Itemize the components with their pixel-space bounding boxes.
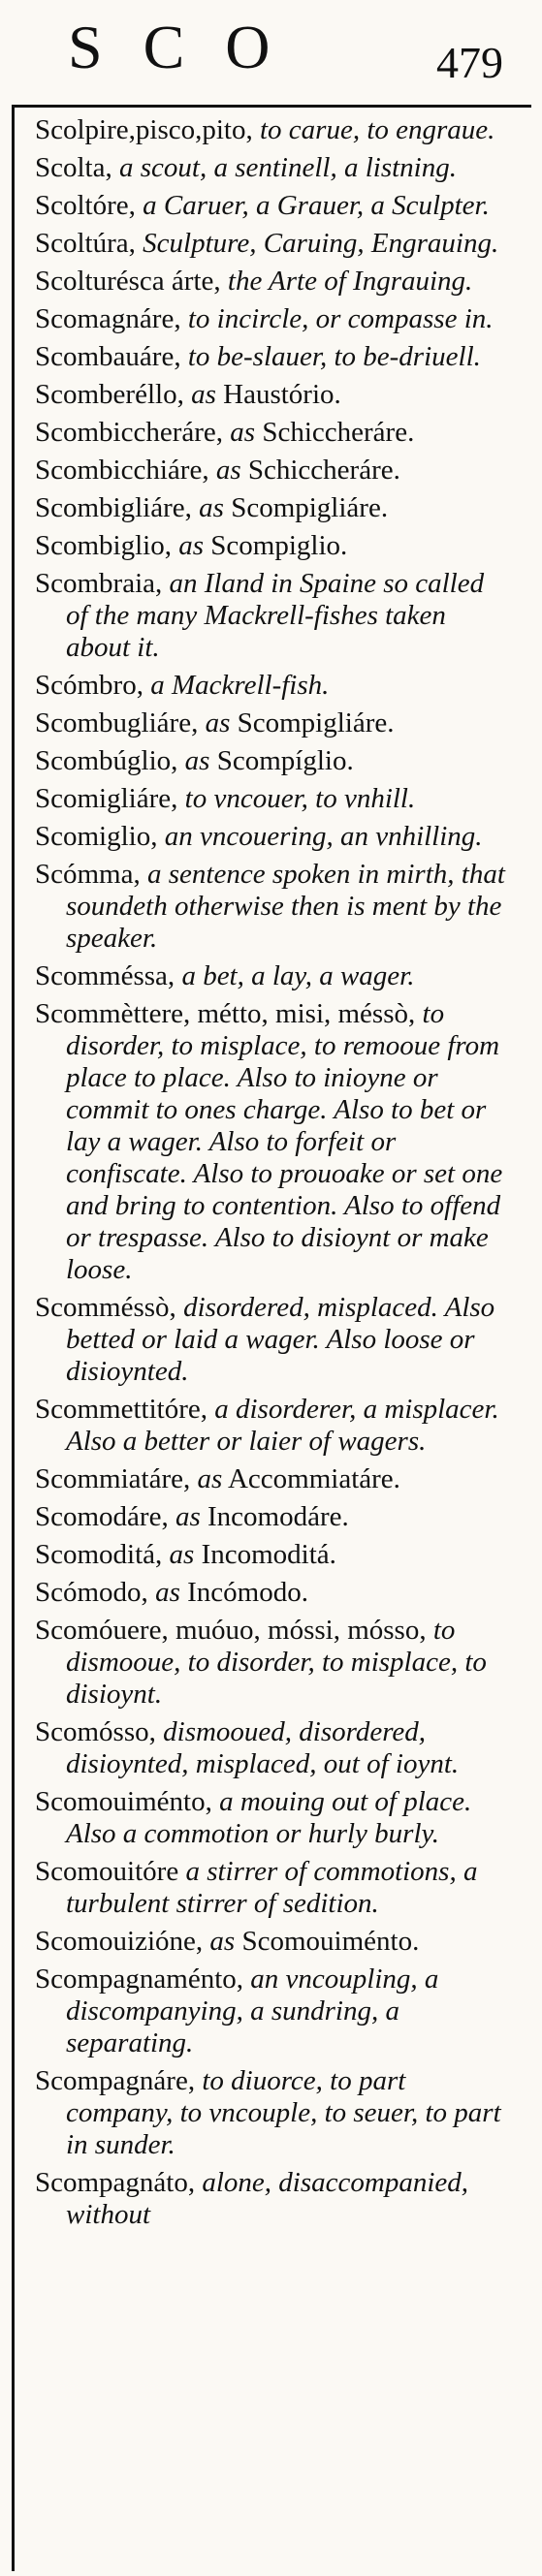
cross-reference-marker: as (191, 379, 216, 410)
cross-reference-marker: as (175, 1501, 201, 1532)
definition: to dismooue, to disorder, to misplace, to disioynt. (66, 1615, 487, 1710)
headword: Scombraia, (35, 568, 163, 599)
headword: Scomméssò, (35, 1292, 176, 1323)
headword: Scómma, (35, 859, 141, 890)
dictionary-entry (35, 1539, 510, 1571)
running-head: SCO (68, 13, 311, 81)
page-header (0, 0, 542, 116)
dictionary-entry (35, 1615, 510, 1711)
headword: Scomouitóre (35, 1856, 179, 1887)
dictionary-entry (35, 745, 510, 777)
definition: to disorder, to misplace, to remooue from place to place. Also to inioyne or commit to ones charge. Also to bet or lay a wager. Also to forfeit or confiscate. Also to prouoake or set one and bring to contention. Also to offend or trespasse. Also to disioynt or make loose. (66, 998, 503, 1285)
headword: Scomberéllo, (35, 379, 184, 410)
cross-reference-marker: as (169, 1539, 195, 1570)
definition: a stirrer of commotions, a turbulent stirrer of sedition. (66, 1856, 478, 1919)
headword: Scombiglio, (35, 530, 172, 561)
dictionary-entry (35, 670, 510, 702)
definition: an vncoupling, a discompanying, a sundring, a separating. (66, 1963, 439, 2058)
definition: a Caruer, a Grauer, a Sculpter. (143, 190, 490, 221)
headword: Scomodáre, (35, 1501, 169, 1532)
cross-reference-marker: as (184, 745, 210, 776)
headword: Scolta, (35, 152, 112, 183)
dictionary-entry (35, 821, 510, 853)
definition: disordered, misplaced. Also betted or laid a wager. Also loose or disioynted. (66, 1292, 495, 1387)
dictionary-entry (35, 1963, 510, 2059)
dictionary-entry (35, 379, 510, 411)
cross-reference-marker: as (155, 1577, 180, 1608)
definition: a bet, a lay, a wager. (181, 960, 415, 991)
headword: Scómodo, (35, 1577, 148, 1608)
dictionary-entry (35, 1856, 510, 1920)
dictionary-entry (35, 1577, 510, 1609)
dictionary-entry (35, 114, 510, 146)
headword: Scomméssa, (35, 960, 175, 991)
headword: Scombigliáre, (35, 492, 192, 523)
cross-reference-target: Scompigliáre. (231, 492, 389, 523)
dictionary-entry (35, 1501, 510, 1533)
headword: Scoltúra, (35, 228, 136, 259)
definition: to diuorce, to part company, to vncouple, to seuer, to part in sunder. (66, 2065, 501, 2160)
definition: to carue, to engraue. (259, 114, 495, 145)
dictionary-entry (35, 2167, 510, 2231)
headword: Scommettitóre, (35, 1394, 207, 1425)
cross-reference-target: Scompíglio. (216, 745, 354, 776)
headword: Scombiccheráre, (35, 417, 224, 448)
definition: alone, disaccompanied, without (66, 2167, 468, 2230)
dictionary-entry (35, 530, 510, 562)
headword: Scoltóre, (35, 190, 136, 221)
cross-reference-target: Incomodáre. (207, 1501, 349, 1532)
dictionary-entry (35, 341, 510, 373)
cross-reference-marker: as (199, 492, 224, 523)
headword: Scolturésca árte, (35, 266, 221, 297)
dictionary-entry (35, 455, 510, 487)
cross-reference-marker: as (230, 417, 256, 448)
headword: Scombugliáre, (35, 707, 199, 738)
cross-reference-target: Schiccheráre. (247, 455, 400, 486)
definition: an vncouering, an vnhilling. (164, 821, 483, 852)
cross-reference-target: Haustório. (223, 379, 341, 410)
headword: Scómbro, (35, 670, 143, 701)
entry-column (35, 114, 510, 2237)
dictionary-entry (35, 190, 510, 222)
definition: a Mackrell-fish. (150, 670, 330, 701)
dictionary-entry (35, 303, 510, 335)
definition: Sculpture, Caruing, Engrauing. (143, 228, 499, 259)
dictionary-entry (35, 1292, 510, 1388)
cross-reference-marker: as (209, 1926, 236, 1957)
cross-reference-target: Accommiatáre. (227, 1463, 400, 1494)
headword: Scompagnáto, (35, 2167, 196, 2198)
dictionary-entry (35, 960, 510, 992)
definition: a scout, a sentinell, a listning. (119, 152, 457, 183)
cross-reference-marker: as (205, 707, 231, 738)
dictionary-entry (35, 492, 510, 524)
cross-reference-marker: as (215, 455, 241, 486)
cross-reference-target: Scompiglio. (210, 530, 348, 561)
headword: Scomósso, (35, 1716, 156, 1747)
cross-reference-target: Scompigliáre. (237, 707, 395, 738)
headword: Scombauáre, (35, 341, 181, 372)
dictionary-entry (35, 228, 510, 260)
definition: a disorderer, a misplacer. Also a better or laier of wagers. (66, 1394, 499, 1457)
headword: Scommèttere, métto, misi, méssò, (35, 998, 416, 1029)
dictionary-entry (35, 152, 510, 184)
dictionary-entry (35, 783, 510, 815)
headword: Scomóuere, muóuo, móssi, mósso, (35, 1615, 427, 1646)
headword: Scombúglio, (35, 745, 178, 776)
dictionary-entry (35, 1926, 510, 1958)
headword: Scomigliáre, (35, 783, 178, 814)
dictionary-entry (35, 1786, 510, 1850)
headword: Scombicchiáre, (35, 455, 209, 486)
dictionary-entry (35, 1394, 510, 1458)
headword: Scomagnáre, (35, 303, 181, 334)
cross-reference-marker: as (178, 530, 205, 561)
definition: to vncouer, to vnhill. (184, 783, 416, 814)
definition: the Arte of Ingrauing. (227, 266, 473, 297)
dictionary-entry (35, 998, 510, 1286)
cross-reference-target: Schiccheráre. (262, 417, 415, 448)
dictionary-entry (35, 1463, 510, 1495)
headword: Scomouizióne, (35, 1926, 204, 1957)
definition: dismooued, disordered, disioynted, misplaced, out of ioynt. (66, 1716, 460, 1779)
left-column-rule (12, 105, 15, 2571)
headword: Scolpire,pisco,pito, (35, 114, 253, 145)
dictionary-entry (35, 859, 510, 955)
headword: Scomoditá, (35, 1539, 163, 1570)
cross-reference-target: Incómodo. (187, 1577, 308, 1608)
dictionary-entry (35, 266, 510, 298)
top-rule (12, 105, 531, 108)
headword: Scomiglio, (35, 821, 158, 852)
definition: to incircle, or compasse in. (187, 303, 494, 334)
definition: a sentence spoken in mirth, that soundeth otherwise then is ment by the speaker. (66, 859, 505, 954)
definition: to be-slauer, to be-driuell. (187, 341, 481, 372)
dictionary-entry (35, 417, 510, 449)
headword: Scompagnáre, (35, 2065, 196, 2096)
dictionary-entry (35, 2065, 510, 2161)
headword: Scomouiménto, (35, 1786, 212, 1817)
cross-reference-marker: as (197, 1463, 223, 1494)
cross-reference-target: Scomouiménto. (241, 1926, 420, 1957)
dictionary-entry (35, 568, 510, 664)
dictionary-entry (35, 1716, 510, 1780)
page-number: 479 (436, 38, 503, 87)
cross-reference-target: Incomoditá. (201, 1539, 336, 1570)
dictionary-entry (35, 707, 510, 739)
definition: an Iland in Spaine so called of the many Mackrell-fishes taken about it. (66, 568, 485, 663)
headword: Scompagnaménto, (35, 1963, 244, 1995)
definition: a mouing out of place. Also a commotion or hurly burly. (66, 1786, 472, 1849)
headword: Scommiatáre, (35, 1463, 191, 1494)
